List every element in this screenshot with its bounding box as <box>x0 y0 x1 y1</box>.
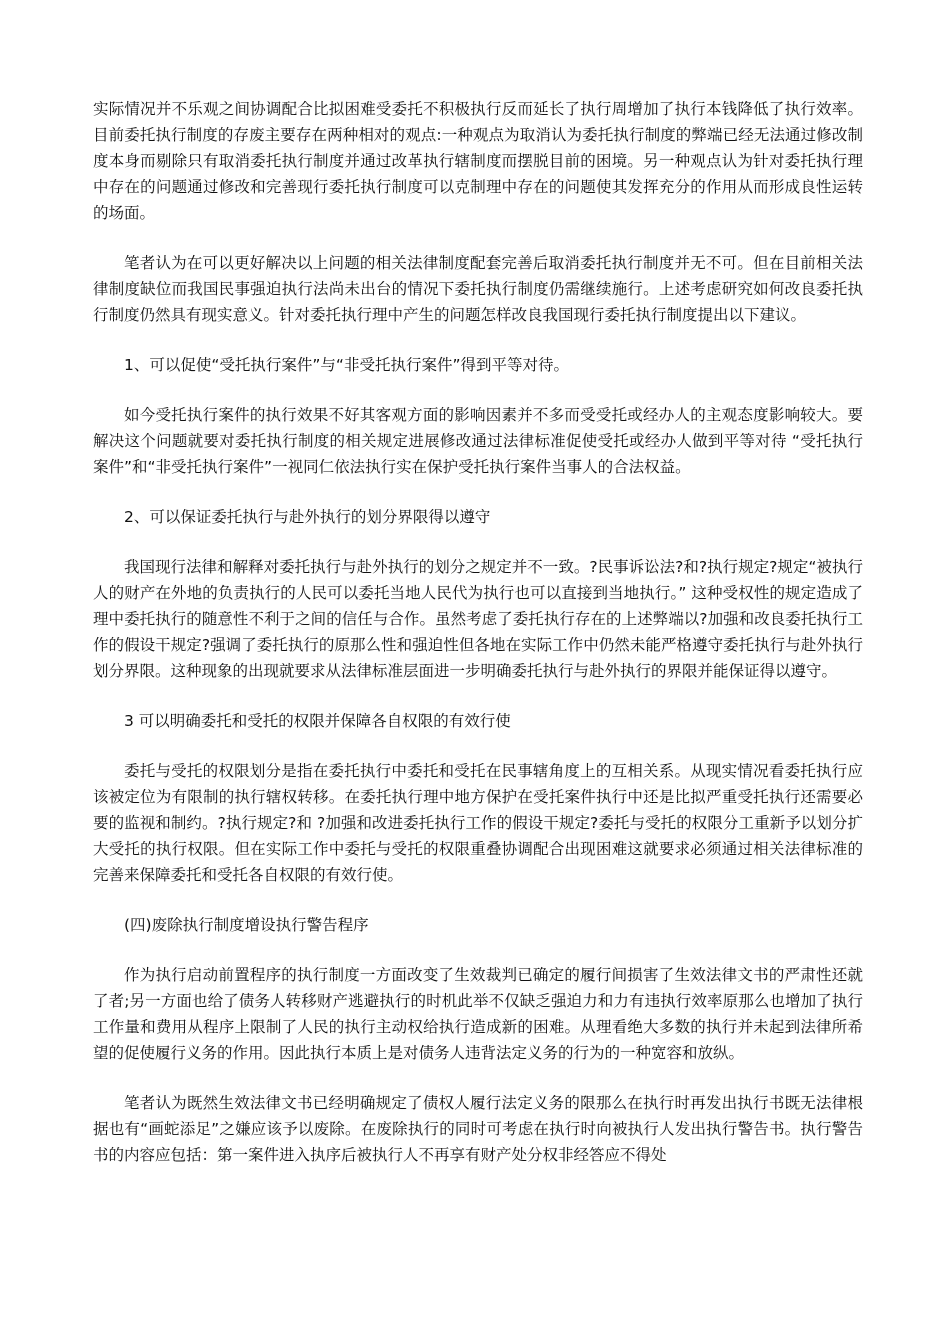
section-heading-3: 3 可以明确委托和受托的权限并保障各自权限的有效行使 <box>124 712 511 730</box>
paragraph-author-view: 笔者认为在可以更好解决以上问题的相关法律制度配套完善后取消委托执行制度并无不可。但在目前相关法律制度缺位而我国民事强迫执行法尚未出台的情况下委托执行制度仍需继续施行。上述考虑研究如何改良委托执行制度仍然具有现实意义。针对委托执行理中产生的问题怎样改良我国现行委托执行制度提出以下建议。 <box>93 254 863 324</box>
paragraph-section-3: 委托与受托的权限划分是指在委托执行中委托和受托在民事辖角度上的互相关系。从现实情况看委托执行应该被定位为有限制的执行辖权转移。在委托执行理中地方保护在受托案件执行中还是比拟严重受托执行还需要必要的监视和制约。?执行规定?和 ?加强和改进委托执行工作的假设干规定?委托与受托的权限分工重新予以划分扩大受托的执行权限。但在实际工作中委托与受托的权限重叠协调配合出现困难这就要求必须通过相关法律标准的完善来保障委托和受托各自权限的有效行使。 <box>93 762 863 884</box>
paragraph-conclusion: 笔者认为既然生效法律文书已经明确规定了债权人履行法定义务的限那么在执行时再发出执行书既无法律根据也有“画蛇添足”之嫌应该予以废除。在废除执行的同时可考虑在执行时向被执行人发出执行警告书。执行警告书的内容应包括：第一案件进入执序后被执行人不再享有财产处分权非经答应不得处 <box>93 1094 863 1164</box>
paragraph-section-1: 如今受托执行案件的执行效果不好其客观方面的影响因素并不多而受受托或经办人的主观态度影响较大。要解决这个问题就要对委托执行制度的相关规定进展修改通过法律标准促使受托或经办人做到平等对待 “受托执行案件”和“非受托执行案件”一视同仁依法执行实在保护受托执行案件当事人的合法权益。 <box>93 406 863 476</box>
paragraph-section-2: 我国现行法律和解释对委托执行与赴外执行的划分之规定并不一致。?民事诉讼法?和?执行规定?规定“被执行人的财产在外地的负责执行的人民可以委托当地人民代为执行也可以直接到当地执行。” 这种受权性的规定造成了理中委托执行的随意性不利于之间的信任与合作。虽然考虑了委托执行存在的上述弊端以?加强和改良委托执行工作的假设干规定?强调了委托执行的原那么性和强迫性但各地在实际工作中仍然未能严格遵守委托执行与赴外执行划分界限。这种现象的出现就要求从法律标准层面进一步明确委托执行与赴外执行的界限并能保证得以遵守。 <box>93 558 863 680</box>
section-heading-2: 2、可以保证委托执行与赴外执行的划分界限得以遵守 <box>124 508 491 526</box>
document-page <box>93 96 863 1168</box>
section-heading-1: 1、可以促使“受托执行案件”与“非受托执行案件”得到平等对待。 <box>124 356 569 374</box>
paragraph-intro: 实际情况并不乐观之间协调配合比拟困难受委托不积极执行反而延长了执行周增加了执行本钱降低了执行效率。目前委托执行制度的存废主要存在两种相对的观点:一种观点为取消认为委托执行制度的弊端已经无法通过修改制度本身而剔除只有取消委托执行制度并通过改革执行辖制度而摆脱目前的困境。另一种观点认为针对委托执行理中存在的问题通过修改和完善现行委托执行制度可以克制理中存在的问题使其发挥充分的作用从而形成良性运转的场面。 <box>93 100 863 222</box>
paragraph-section-4: 作为执行启动前置程序的执行制度一方面改变了生效裁判已确定的履行间损害了生效法律文书的严肃性还就了者;另一方面也给了债务人转移财产逃避执行的时机此举不仅缺乏强迫力和力有违执行效率原那么也增加了执行工作量和费用从程序上限制了人民的执行主动权给执行造成新的困难。从理看绝大多数的执行并未起到法律所希望的促使履行义务的作用。因此执行本质上是对债务人违背法定义务的行为的一种宽容和放纵。 <box>93 966 863 1062</box>
section-heading-4: (四)废除执行制度增设执行警告程序 <box>124 916 369 934</box>
